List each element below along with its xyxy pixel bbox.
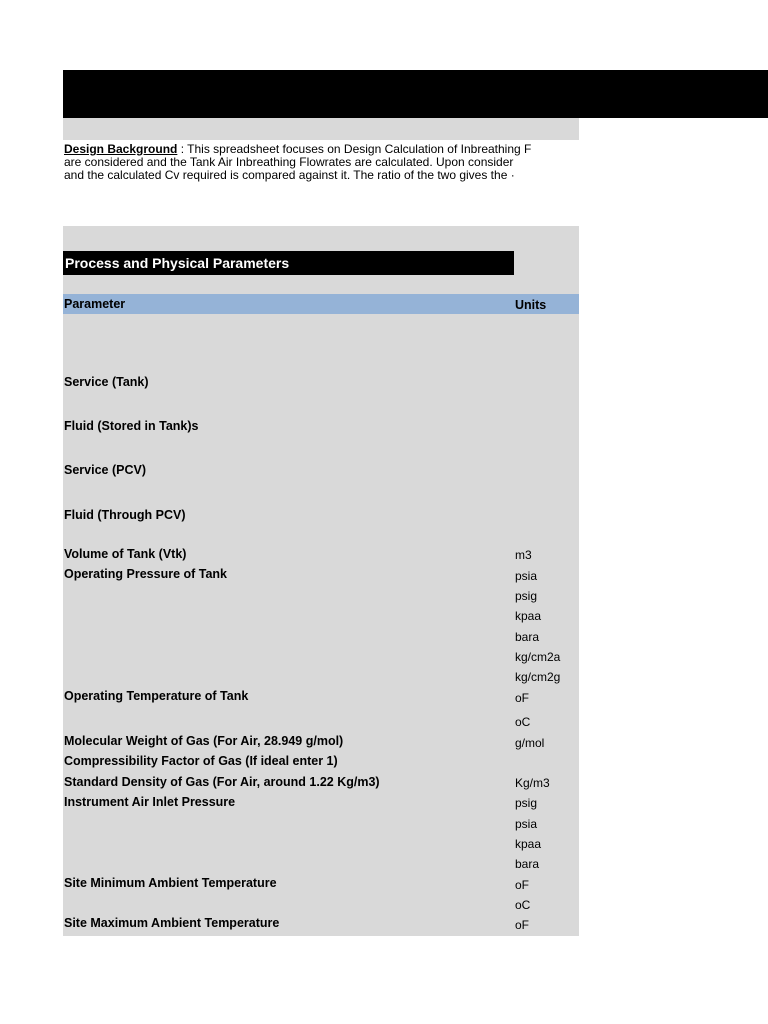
design-background-text-1: This spreadsheet focuses on Design Calculation of Inbreathing F — [187, 142, 532, 156]
unit-cell: g/mol — [515, 736, 545, 750]
design-background-line-2: are considered and the Tank Air Inbreathing Flowrates are calculated. Upon consider — [64, 155, 514, 169]
unit-cell: kpaa — [515, 837, 542, 851]
param-operating-temperature: Operating Temperature of Tank — [64, 689, 249, 703]
unit-cell: oF — [515, 691, 530, 705]
param-operating-pressure: Operating Pressure of Tank — [64, 567, 228, 581]
unit-cell: kg/cm2g — [515, 670, 561, 684]
unit-cell: oF — [515, 918, 530, 932]
unit-cell: psig — [515, 796, 538, 810]
title-banner — [63, 70, 768, 118]
unit-cell: bara — [515, 630, 540, 644]
unit-cell: kpaa — [515, 609, 542, 623]
design-background-block — [63, 140, 579, 226]
unit-cell: bara — [515, 857, 540, 871]
design-background-separator: : — [177, 142, 188, 156]
param-service-pcv: Service (PCV) — [64, 463, 146, 477]
param-volume-of-tank: Volume of Tank (Vtk) — [64, 547, 187, 561]
param-instrument-air-inlet-pressure: Instrument Air Inlet Pressure — [64, 795, 236, 809]
units-column-header: Units — [515, 298, 547, 312]
unit-cell: oC — [515, 715, 531, 729]
unit-cell: psia — [515, 569, 538, 583]
section-title: Process and Physical Parameters — [63, 251, 514, 275]
unit-cell: m3 — [515, 548, 532, 562]
spreadsheet-area — [63, 118, 579, 936]
unit-cell: psia — [515, 817, 538, 831]
table-header-row — [63, 294, 579, 314]
param-fluid-stored: Fluid (Stored in Tank)s — [64, 419, 199, 433]
param-site-max-ambient-temperature: Site Maximum Ambient Temperature — [64, 916, 280, 930]
design-background-line-3: and the calculated Cv required is compared against it. The ratio of the two gives the · — [64, 168, 515, 182]
param-molecular-weight: Molecular Weight of Gas (For Air, 28.949 g/mol) — [64, 734, 344, 748]
param-service-tank: Service (Tank) — [64, 375, 149, 389]
unit-cell: oC — [515, 898, 531, 912]
unit-cell: oF — [515, 878, 530, 892]
param-standard-density: Standard Density of Gas (For Air, around 1.22 Kg/m3) — [64, 775, 380, 789]
param-compressibility-factor: Compressibility Factor of Gas (If ideal enter 1) — [64, 754, 338, 768]
unit-cell: psig — [515, 589, 538, 603]
unit-cell: kg/cm2a — [515, 650, 561, 664]
design-background-title: Design Background — [64, 142, 178, 156]
unit-cell: Kg/m3 — [515, 776, 550, 790]
parameter-column-header: Parameter — [64, 297, 126, 311]
param-fluid-through-pcv: Fluid (Through PCV) — [64, 508, 186, 522]
param-site-min-ambient-temperature: Site Minimum Ambient Temperature — [64, 876, 277, 890]
